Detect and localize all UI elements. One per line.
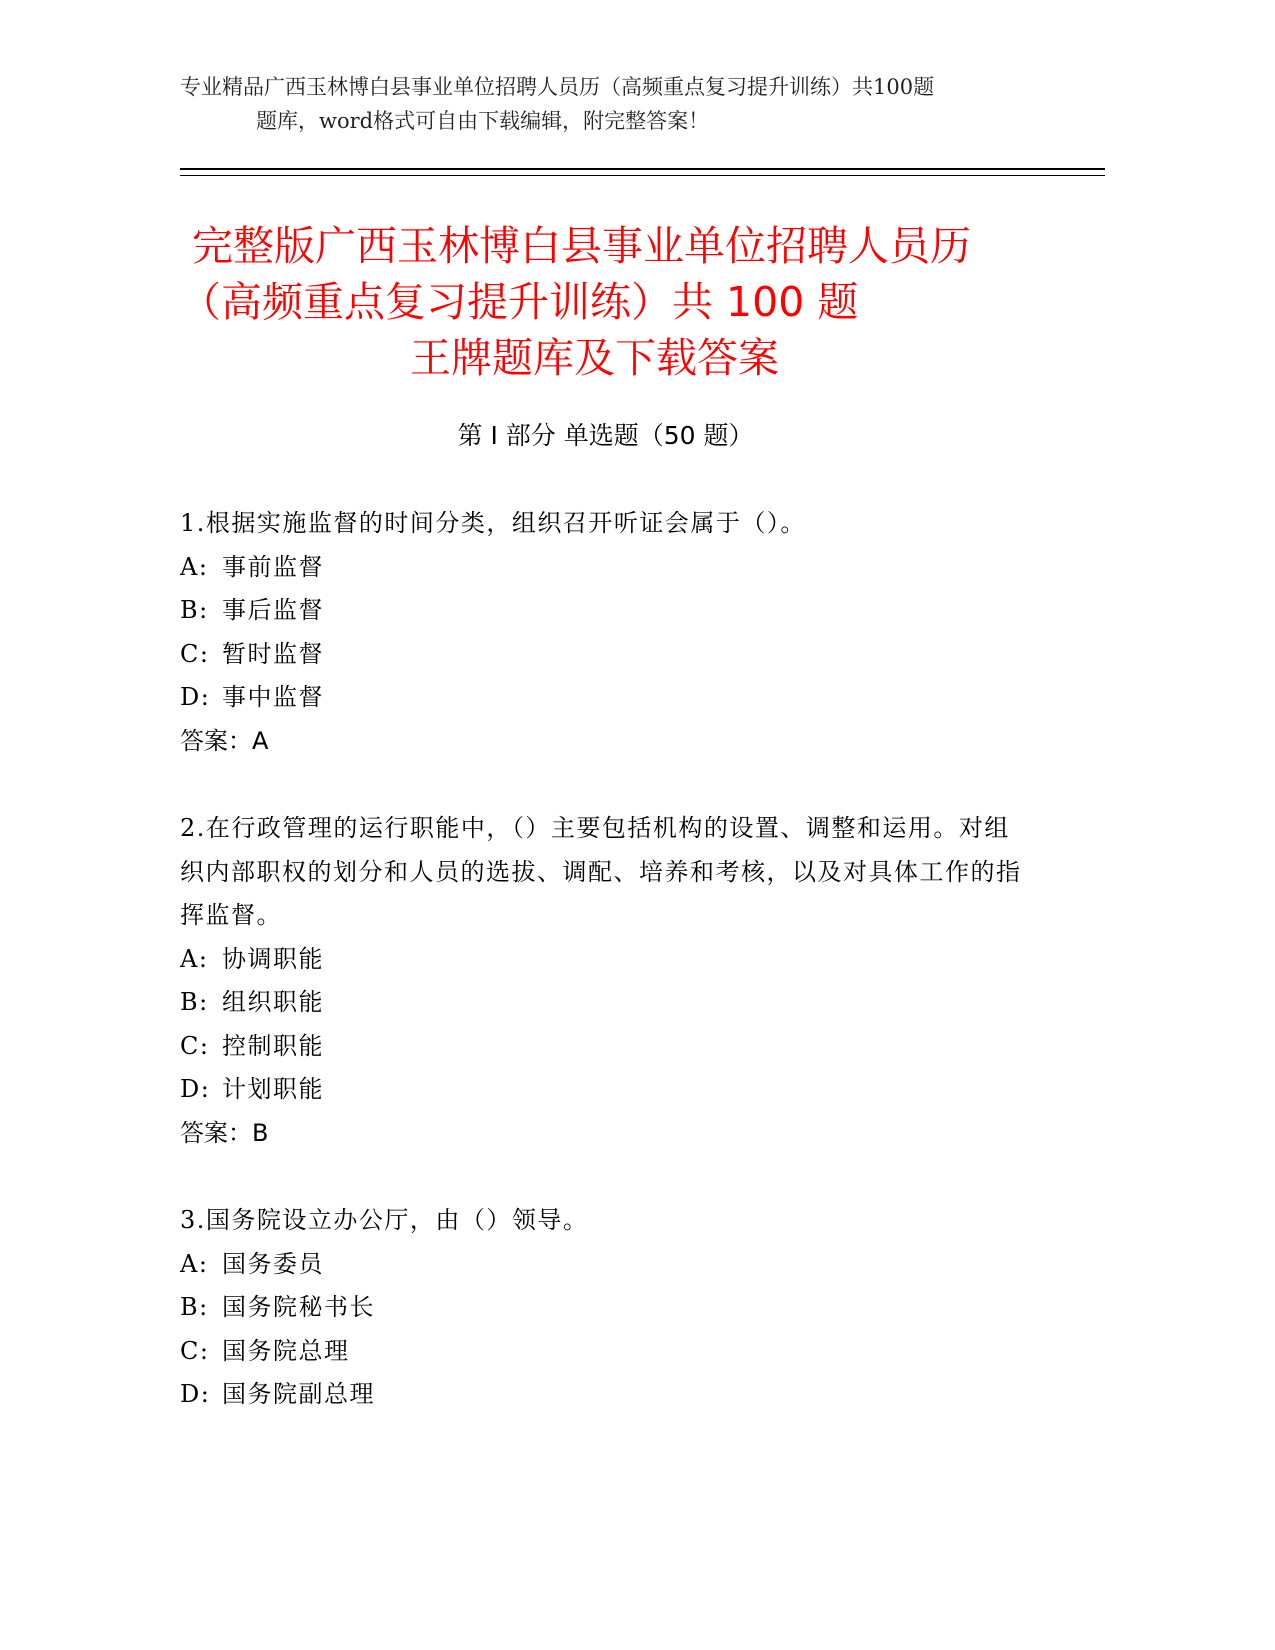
header-divider-thin bbox=[180, 175, 1105, 176]
title-line-3: 王牌题库及下载答案 bbox=[410, 334, 779, 382]
option-text: 暂时监督 bbox=[222, 639, 324, 668]
option-d bbox=[180, 676, 1030, 720]
option-text: 组织职能 bbox=[222, 988, 324, 1016]
option-key: D: bbox=[180, 683, 211, 711]
option-b bbox=[180, 1286, 1030, 1330]
option-d bbox=[180, 1373, 1030, 1417]
option-a bbox=[180, 1243, 1030, 1287]
option-text: 事后监督 bbox=[222, 596, 324, 624]
option-key: D: bbox=[180, 1380, 211, 1408]
question-text: 2.在行政管理的运行职能中，（）主要包括机构的设置、调整和运用。对组织内部职权的划分和人员的选拔、调配、培养和考核，以及对具体工作的指挥监督。 bbox=[180, 814, 1022, 929]
option-c bbox=[180, 1025, 1030, 1069]
option-text: 事中监督 bbox=[222, 683, 324, 711]
option-key: A: bbox=[180, 944, 209, 973]
title-line-1: 完整版广西玉林博白县事业单位招聘人员历 bbox=[192, 222, 971, 270]
option-a bbox=[180, 938, 1030, 982]
option-key: B: bbox=[180, 1293, 209, 1321]
option-text: 国务委员 bbox=[222, 1249, 324, 1278]
option-text: 国务院副总理 bbox=[222, 1380, 375, 1408]
option-d bbox=[180, 1068, 1030, 1112]
header-divider-thick bbox=[180, 168, 1105, 170]
option-text: 控制职能 bbox=[222, 1031, 324, 1060]
document-title bbox=[180, 218, 1100, 386]
option-key: B: bbox=[180, 596, 209, 624]
question-text: 3.国务院设立办公厅，由（）领导。 bbox=[180, 1206, 589, 1234]
option-key: C: bbox=[180, 1336, 210, 1365]
question-item bbox=[180, 502, 1030, 763]
option-key: A: bbox=[180, 1249, 209, 1278]
answer-line: 答案：B bbox=[180, 1118, 269, 1147]
option-text: 协调职能 bbox=[222, 944, 324, 973]
option-text: 国务院秘书长 bbox=[222, 1293, 375, 1321]
question-item bbox=[180, 1199, 1030, 1417]
section-heading: 第 I 部分 单选题（50 题） bbox=[457, 421, 754, 450]
option-text: 国务院总理 bbox=[222, 1336, 350, 1365]
document-header bbox=[180, 70, 1080, 138]
option-key: D: bbox=[180, 1075, 211, 1103]
option-text: 事前监督 bbox=[222, 552, 324, 581]
question-list bbox=[180, 502, 1030, 1461]
answer-line: 答案：A bbox=[180, 726, 269, 755]
option-text: 计划职能 bbox=[222, 1075, 324, 1103]
header-line-2: 题库，word格式可自由下载编辑，附完整答案！ bbox=[256, 109, 710, 133]
option-a bbox=[180, 546, 1030, 590]
header-line-1: 专业精品广西玉林博白县事业单位招聘人员历（高频重点复习提升训练）共100题 bbox=[180, 75, 935, 99]
option-b bbox=[180, 589, 1030, 633]
option-key: B: bbox=[180, 988, 209, 1016]
option-c bbox=[180, 1330, 1030, 1374]
title-line-2: （高频重点复习提升训练）共 100 题 bbox=[180, 278, 859, 326]
question-item bbox=[180, 807, 1030, 1155]
option-key: C: bbox=[180, 639, 210, 668]
option-b bbox=[180, 981, 1030, 1025]
option-key: A: bbox=[180, 552, 209, 581]
option-key: C: bbox=[180, 1031, 210, 1060]
option-c bbox=[180, 633, 1030, 677]
question-text: 1.根据实施监督的时间分类，组织召开听证会属于（）。 bbox=[180, 509, 806, 537]
